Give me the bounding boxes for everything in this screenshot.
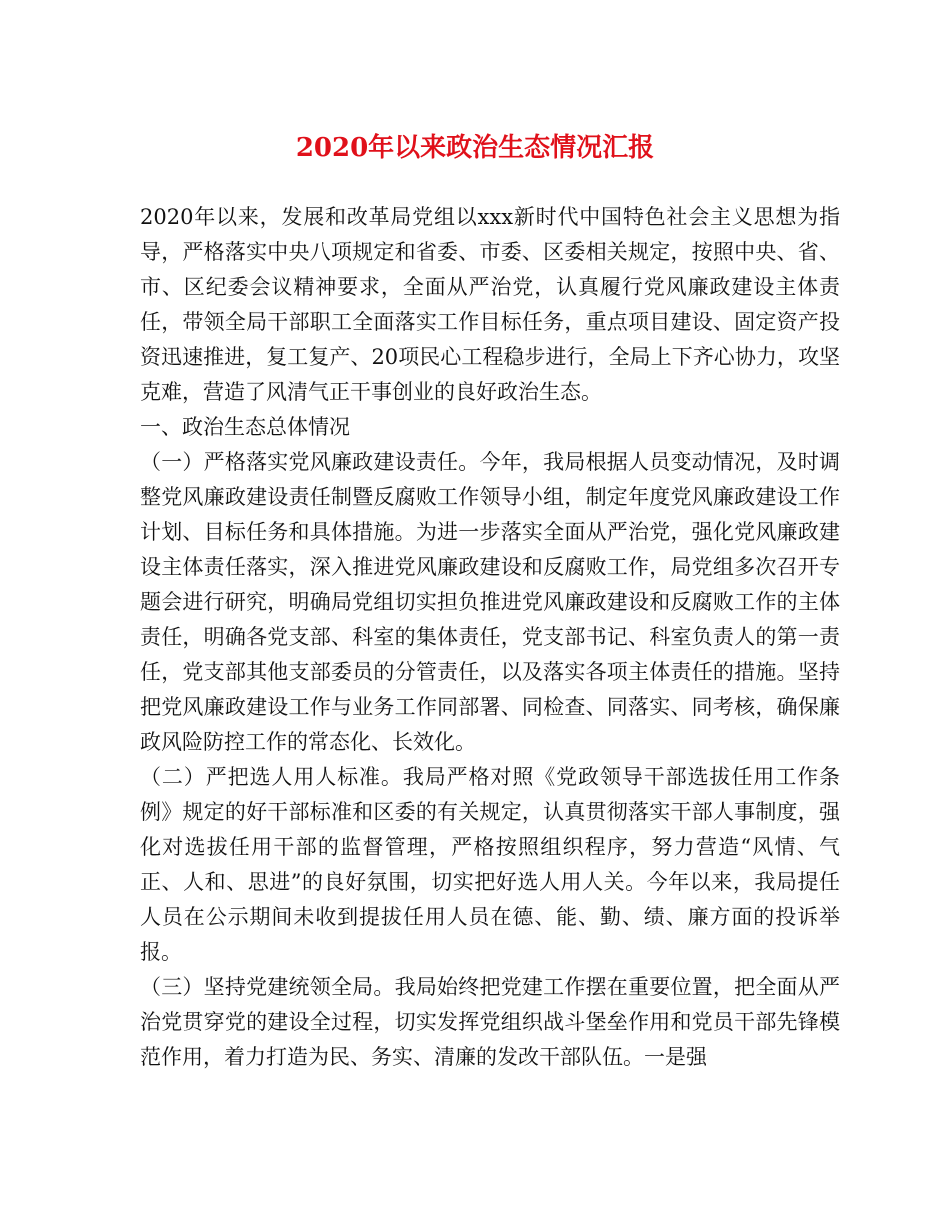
document-body [140,200,840,1075]
section-heading-overview: 一、政治生态总体情况 [140,415,350,439]
paragraph-item-3: （三）坚持党建统领全局。我局始终把党建工作摆在重要位置，把全面从严治党贯穿党的建设全过程，切实发挥党组织战斗堡垒作用和党员干部先锋模范作用，着力打造为民、务实、清廉的发改干部队伍。一是强 [140,975,840,1069]
document-title: 2020年以来政治生态情况汇报 [295,133,655,163]
paragraph-item-2: （二）严把选人用人标准。我局严格对照《党政领导干部选拔任用工作条例》规定的好干部标准和区委的有关规定，认真贯彻落实干部人事制度，强化对选拔任用干部的监督管理，严格按照组织程序，努力营造“风情、气正、人和、思进”的良好氛围，切实把好选人用人关。今年以来，我局提任人员在公示期间未收到提拔任用人员在德、能、勤、绩、廉方面的投诉举报。 [140,765,840,964]
paragraph-item-1: （一）严格落实党风廉政建设责任。今年，我局根据人员变动情况，及时调整党风廉政建设责任制暨反腐败工作领导小组，制定年度党风廉政建设工作计划、目标任务和具体措施。为进一步落实全面从严治党，强化党风廉政建设主体责任落实，深入推进党风廉政建设和反腐败工作，局党组多次召开专题会进行研究，明确局党组切实担负推进党风廉政建设和反腐败工作的主体责任，明确各党支部、科室的集体责任，党支部书记、科室负责人的第一责任，党支部其他支部委员的分管责任，以及落实各项主体责任的措施。坚持把党风廉政建设工作与业务工作同部署、同检查、同落实、同考核，确保廉政风险防控工作的常态化、长效化。 [140,450,840,754]
paragraph-intro: 2020年以来，发展和改革局党组以xxx新时代中国特色社会主义思想为指导，严格落实中央八项规定和省委、市委、区委相关规定，按照中央、省、市、区纪委会议精神要求，全面从严治党，认真履行党风廉政建设主体责任，带领全局干部职工全面落实工作目标任务，重点项目建设、固定资产投资迅速推进，复工复产、20项民心工程稳步进行，全局上下齐心协力，攻坚克难，营造了风清气正干事创业的良好政治生态。 [140,205,840,404]
